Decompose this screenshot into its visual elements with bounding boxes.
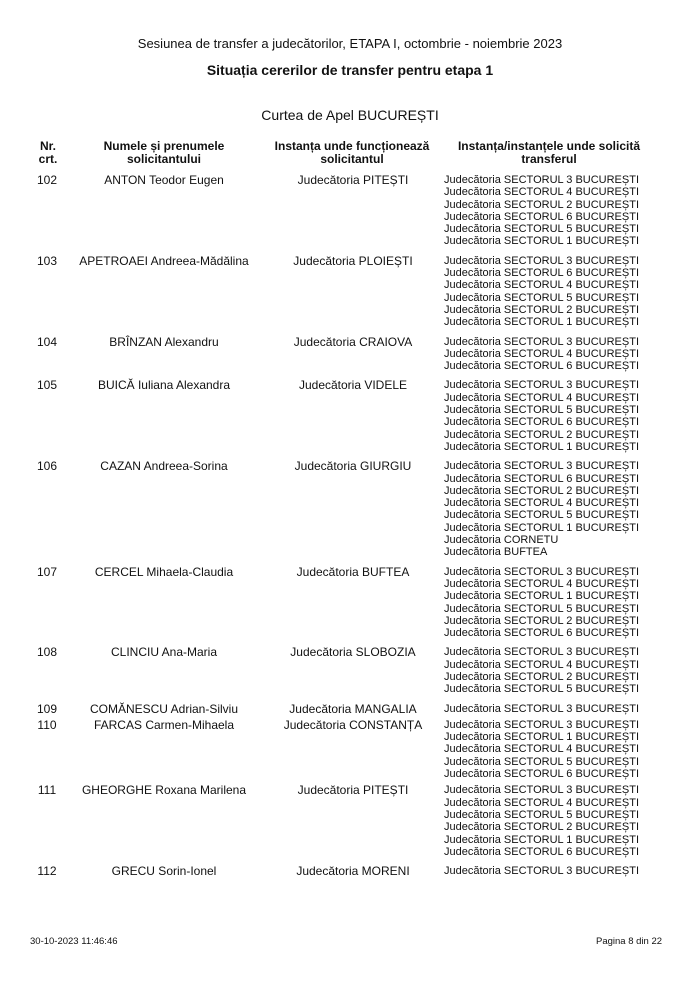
requested-court-item: Judecătoria SECTORUL 5 BUCUREȘTI	[444, 509, 640, 522]
row-number: 102	[36, 173, 58, 187]
requested-court-item: Judecătoria SECTORUL 4 BUCUREȘTI	[444, 577, 640, 590]
requested-courts	[444, 703, 659, 715]
requested-court-item: Judecătoria SECTORUL 6 BUCUREȘTI	[444, 360, 640, 373]
requested-court-item: Judecătoria SECTORUL 6 BUCUREȘTI	[444, 845, 640, 858]
applicant-name: FARCAS Carmen-Mihaela	[93, 717, 235, 732]
current-court: Judecătoria BUFTEA	[296, 564, 410, 579]
requested-court-item: Judecătoria SECTORUL 6 BUCUREȘTI	[444, 472, 640, 485]
requested-courts	[444, 255, 659, 329]
requested-court-item: Judecătoria SECTORUL 3 BUCUREȘTI	[444, 865, 640, 878]
current-court: Judecătoria MORENI	[296, 864, 410, 879]
current-court: Judecătoria PITEȘTI	[297, 783, 409, 798]
current-court: Judecătoria GIURGIU	[294, 459, 412, 474]
applicant-name: CAZAN Andreea-Sorina	[100, 459, 228, 474]
requested-court-item: Judecătoria SECTORUL 6 BUCUREȘTI	[444, 768, 640, 781]
requested-courts	[444, 646, 659, 695]
current-court: Judecătoria VIDELE	[298, 378, 408, 393]
current-court: Judecătoria PITEȘTI	[297, 173, 409, 187]
table-row	[0, 646, 700, 695]
requested-court-item: Judecătoria SECTORUL 3 BUCUREȘTI	[444, 335, 640, 348]
requested-courts	[444, 719, 659, 780]
footer-timestamp: 30-10-2023 11:46:46	[30, 936, 118, 947]
requested-court-item: Judecătoria SECTORUL 4 BUCUREȘTI	[444, 796, 640, 809]
table-row	[0, 865, 700, 877]
column-header-name: Numele și prenumele solicitantului	[103, 139, 225, 166]
requested-court-item: Judecătoria SECTORUL 4 BUCUREȘTI	[444, 391, 640, 404]
requested-court-item: Judecătoria BUFTEA	[444, 546, 548, 559]
requested-court-item: Judecătoria SECTORUL 3 BUCUREȘTI	[444, 702, 640, 715]
column-header-nr: Nr. crt.	[38, 139, 58, 166]
requested-court-item: Judecătoria SECTORUL 3 BUCUREȘTI	[444, 646, 640, 659]
applicant-name: ANTON Teodor Eugen	[104, 173, 224, 187]
table-row	[0, 460, 700, 558]
requested-court-item: Judecătoria SECTORUL 3 BUCUREȘTI	[444, 784, 640, 797]
requested-court-item: Judecătoria SECTORUL 5 BUCUREȘTI	[444, 404, 640, 417]
row-number: 109	[36, 701, 58, 716]
applicant-name: BUICĂ Iuliana Alexandra	[97, 378, 231, 393]
requested-court-item: Judecătoria SECTORUL 4 BUCUREȘTI	[444, 279, 640, 292]
row-number: 105	[36, 378, 58, 393]
applicant-name: COMĂNESCU Adrian-Silviu	[89, 701, 239, 716]
requested-court-item: Judecătoria SECTORUL 4 BUCUREȘTI	[444, 743, 640, 756]
requested-court-item: Judecătoria SECTORUL 3 BUCUREȘTI	[444, 718, 640, 731]
table-row	[0, 336, 700, 373]
applicant-name: GHEORGHE Roxana Marilena	[81, 783, 247, 798]
current-court: Judecătoria CRAIOVA	[293, 334, 413, 349]
requested-courts	[444, 784, 659, 858]
requested-court-item: Judecătoria SECTORUL 2 BUCUREȘTI	[444, 484, 640, 497]
requested-court-item: Judecătoria SECTORUL 3 BUCUREȘTI	[444, 254, 640, 267]
requested-court-item: Judecătoria SECTORUL 4 BUCUREȘTI	[444, 658, 640, 671]
requested-court-item: Judecătoria SECTORUL 3 BUCUREȘTI	[444, 379, 640, 392]
requested-courts	[444, 336, 659, 373]
applicant-name: CLINCIU Ana-Maria	[110, 645, 218, 660]
requested-court-item: Judecătoria SECTORUL 5 BUCUREȘTI	[444, 291, 640, 304]
table-row	[0, 255, 700, 329]
requested-court-item: Judecătoria SECTORUL 6 BUCUREȘTI	[444, 267, 640, 280]
table-body	[0, 174, 700, 884]
requested-court-item: Judecătoria SECTORUL 6 BUCUREȘTI	[444, 416, 640, 429]
current-court: Judecătoria CONSTANȚA	[283, 717, 423, 732]
requested-courts	[444, 460, 659, 558]
table-row	[0, 566, 700, 640]
applicant-name: BRÎNZAN Alexandru	[109, 334, 219, 349]
requested-court-item: Judecătoria SECTORUL 2 BUCUREȘTI	[444, 303, 640, 316]
document-title: Situația cererilor de transfer pentru etapa 1	[206, 62, 494, 78]
session-title: Sesiunea de transfer a judecătorilor, ETAPA I, octombrie - noiembrie 2023	[137, 36, 563, 51]
requested-court-item: Judecătoria SECTORUL 4 BUCUREȘTI	[444, 186, 640, 199]
requested-court-item: Judecătoria SECTORUL 3 BUCUREȘTI	[444, 174, 640, 186]
table-row	[0, 703, 700, 715]
row-number: 111	[37, 783, 57, 798]
requested-court-item: Judecătoria SECTORUL 4 BUCUREȘTI	[444, 347, 640, 360]
requested-court-item: Judecătoria SECTORUL 1 BUCUREȘTI	[444, 731, 640, 744]
row-number: 112	[37, 864, 57, 879]
applicant-name: GRECU Sorin-Ionel	[111, 864, 217, 879]
footer-page-number: Pagina 8 din 22	[596, 936, 663, 947]
requested-courts	[444, 174, 659, 248]
requested-court-item: Judecătoria SECTORUL 6 BUCUREȘTI	[444, 627, 640, 640]
requested-court-item: Judecătoria CORNETU	[444, 534, 559, 547]
requested-court-item: Judecătoria SECTORUL 6 BUCUREȘTI	[444, 210, 640, 223]
row-number: 108	[36, 645, 58, 660]
requested-court-item: Judecătoria SECTORUL 5 BUCUREȘTI	[444, 808, 640, 821]
requested-courts	[444, 566, 659, 640]
column-header-requested: Instanța/instanțele unde solicită transferul	[457, 139, 641, 166]
applicant-name: APETROAEI Andreea-Mădălina	[79, 253, 249, 268]
current-court: Judecătoria PLOIEȘTI	[293, 253, 413, 268]
requested-court-item: Judecătoria SECTORUL 2 BUCUREȘTI	[444, 821, 640, 834]
requested-court-item: Judecătoria SECTORUL 5 BUCUREȘTI	[444, 602, 640, 615]
requested-court-item: Judecătoria SECTORUL 1 BUCUREȘTI	[444, 316, 640, 329]
table-row	[0, 784, 700, 858]
requested-court-item: Judecătoria SECTORUL 5 BUCUREȘTI	[444, 755, 640, 768]
row-number: 106	[36, 459, 58, 474]
court-name: Curtea de Apel BUCUREȘTI	[261, 107, 439, 123]
requested-court-item: Judecătoria SECTORUL 1 BUCUREȘTI	[444, 833, 640, 846]
requested-court-item: Judecătoria SECTORUL 1 BUCUREȘTI	[444, 440, 640, 453]
requested-court-item: Judecătoria SECTORUL 3 BUCUREȘTI	[444, 460, 640, 473]
requested-court-item: Judecătoria SECTORUL 1 BUCUREȘTI	[444, 521, 640, 534]
row-number: 110	[37, 717, 57, 732]
applicant-name: CERCEL Mihaela-Claudia	[94, 564, 234, 579]
table-row	[0, 719, 700, 780]
requested-court-item: Judecătoria SECTORUL 5 BUCUREȘTI	[444, 223, 640, 236]
requested-court-item: Judecătoria SECTORUL 4 BUCUREȘTI	[444, 497, 640, 510]
requested-court-item: Judecătoria SECTORUL 2 BUCUREȘTI	[444, 428, 640, 441]
requested-court-item: Judecătoria SECTORUL 2 BUCUREȘTI	[444, 198, 640, 211]
requested-court-item: Judecătoria SECTORUL 1 BUCUREȘTI	[444, 590, 640, 603]
row-number: 107	[36, 564, 58, 579]
requested-court-item: Judecătoria SECTORUL 2 BUCUREȘTI	[444, 614, 640, 627]
requested-court-item: Judecătoria SECTORUL 5 BUCUREȘTI	[444, 683, 640, 696]
table-row	[0, 379, 700, 453]
requested-courts	[444, 379, 659, 453]
requested-court-item: Judecătoria SECTORUL 1 BUCUREȘTI	[444, 235, 640, 248]
column-header-court: Instanța unde funcționează solicitantul	[274, 139, 430, 166]
current-court: Judecătoria MANGALIA	[289, 701, 417, 716]
requested-courts	[444, 865, 659, 877]
requested-court-item: Judecătoria SECTORUL 3 BUCUREȘTI	[444, 565, 640, 578]
requested-court-item: Judecătoria SECTORUL 2 BUCUREȘTI	[444, 670, 640, 683]
row-number: 104	[36, 334, 58, 349]
current-court: Judecătoria SLOBOZIA	[290, 645, 416, 660]
table-row	[0, 174, 700, 248]
row-number: 103	[36, 253, 58, 268]
